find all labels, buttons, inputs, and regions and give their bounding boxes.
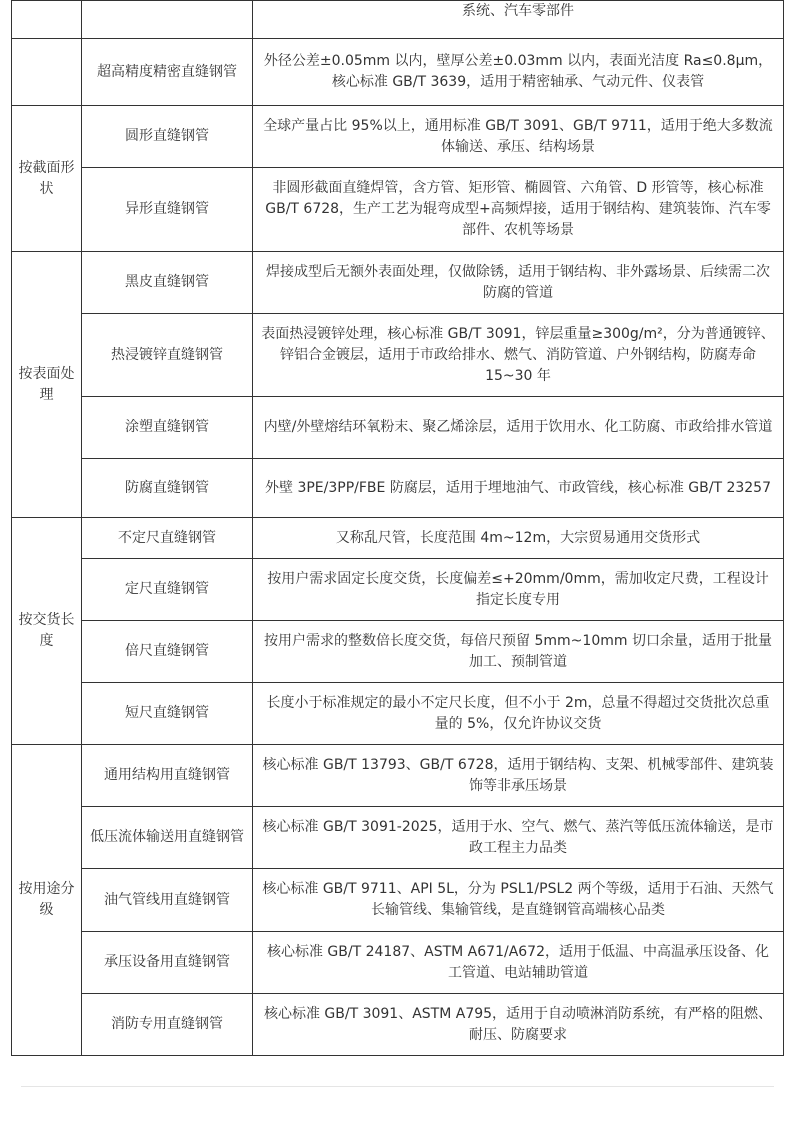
- category-cell: 按截面形状: [12, 106, 82, 252]
- description-cell: [253, 1, 784, 39]
- table-row: [12, 1, 784, 39]
- table-row: [12, 168, 784, 252]
- table-row: [12, 869, 784, 932]
- spec-table: [11, 0, 784, 1056]
- type-name-cell: 定尺直缝钢管: [82, 559, 253, 621]
- table-row: [12, 518, 784, 559]
- table-row: [12, 252, 784, 314]
- description-cell: 核心标准 GB/T 13793、GB/T 6728，适用于钢结构、支架、机械零部件、建筑装饰等非承压场景: [253, 745, 784, 807]
- type-name-cell: 热浸镀锌直缝钢管: [82, 314, 253, 397]
- table-row: [12, 397, 784, 459]
- description-cell: 核心标准 GB/T 9711、API 5L，分为 PSL1/PSL2 两个等级，适用于石油、天然气长输管线、集输管线，是直缝钢管高端核心品类: [253, 869, 784, 932]
- type-name-cell: 倍尺直缝钢管: [82, 621, 253, 683]
- type-name-cell: 涂塑直缝钢管: [82, 397, 253, 459]
- description-cell: 表面热浸镀锌处理，核心标准 GB/T 3091，锌层重量≥300g/m²，分为普通镀锌、锌铝合金镀层，适用于市政给排水、燃气、消防管道、户外钢结构，防腐寿命 15~30 年: [253, 314, 784, 397]
- description-cell: 外壁 3PE/3PP/FBE 防腐层，适用于埋地油气、市政管线，核心标准 GB/T 23257: [253, 459, 784, 518]
- table-row: [12, 807, 784, 869]
- table-row: [12, 459, 784, 518]
- category-cell: 按用途分级: [12, 745, 82, 1056]
- category-cell: 按表面处理: [12, 252, 82, 518]
- type-name-cell: 黑皮直缝钢管: [82, 252, 253, 314]
- description-cell: 核心标准 GB/T 3091、ASTM A795，适用于自动喷淋消防系统，有严格的阻燃、耐压、防腐要求: [253, 994, 784, 1056]
- type-name-cell: 低压流体输送用直缝钢管: [82, 807, 253, 869]
- description-cell: 非圆形截面直缝焊管，含方管、矩形管、椭圆管、六角管、D 形管等，核心标准 GB/T 6728，生产工艺为辊弯成型+高频焊接，适用于钢结构、建筑装饰、汽车零部件、农机等场景: [253, 168, 784, 252]
- description-cell: 又称乱尺管，长度范围 4m~12m，大宗贸易通用交货形式: [253, 518, 784, 559]
- description-cell: 全球产量占比 95%以上，通用标准 GB/T 3091、GB/T 9711，适用于绝大多数流体输送、承压、结构场景: [253, 106, 784, 168]
- type-name-cell: [82, 1, 253, 39]
- type-name-cell: 通用结构用直缝钢管: [82, 745, 253, 807]
- table-row: [12, 314, 784, 397]
- description-cell: 核心标准 GB/T 3091-2025，适用于水、空气、燃气、蒸汽等低压流体输送，是市政工程主力品类: [253, 807, 784, 869]
- description-cell: 焊接成型后无额外表面处理，仅做除锈，适用于钢结构、非外露场景、后续需二次防腐的管道: [253, 252, 784, 314]
- category-cell: [12, 39, 82, 106]
- table-row: [12, 621, 784, 683]
- description-cell: 按用户需求的整数倍长度交货，每倍尺预留 5mm~10mm 切口余量，适用于批量加工、预制管道: [253, 621, 784, 683]
- type-name-cell: 不定尺直缝钢管: [82, 518, 253, 559]
- type-name-cell: 承压设备用直缝钢管: [82, 932, 253, 994]
- type-name-cell: 消防专用直缝钢管: [82, 994, 253, 1056]
- type-name-cell: 异形直缝钢管: [82, 168, 253, 252]
- table-row: [12, 932, 784, 994]
- footer-divider: [21, 1086, 774, 1087]
- type-name-cell: 圆形直缝钢管: [82, 106, 253, 168]
- description-cell: 按用户需求固定长度交货，长度偏差≤+20mm/0mm，需加收定尺费，工程设计指定长度专用: [253, 559, 784, 621]
- type-name-cell: 防腐直缝钢管: [82, 459, 253, 518]
- category-cell: 按交货长度: [12, 518, 82, 745]
- description-cell: 核心标准 GB/T 24187、ASTM A671/A672，适用于低温、中高温承压设备、化工管道、电站辅助管道: [253, 932, 784, 994]
- description-cell: 长度小于标准规定的最小不定尺长度，但不小于 2m，总量不得超过交货批次总重量的 5%，仅允许协议交货: [253, 683, 784, 745]
- table-row: [12, 559, 784, 621]
- type-name-cell: 短尺直缝钢管: [82, 683, 253, 745]
- table-row: [12, 683, 784, 745]
- table-row: [12, 994, 784, 1056]
- description-text: 系统、汽车零部件: [462, 3, 574, 19]
- description-cell: 外径公差±0.05mm 以内，壁厚公差±0.03mm 以内，表面光洁度 Ra≤0.8μm，核心标准 GB/T 3639，适用于精密轴承、气动元件、仪表管: [253, 39, 784, 106]
- type-name-cell: 超高精度精密直缝钢管: [82, 39, 253, 106]
- type-name-cell: 油气管线用直缝钢管: [82, 869, 253, 932]
- table-row: [12, 39, 784, 106]
- table-row: [12, 745, 784, 807]
- category-cell: [12, 1, 82, 39]
- table-row: [12, 106, 784, 168]
- description-cell: 内壁/外壁熔结环氧粉末、聚乙烯涂层，适用于饮用水、化工防腐、市政给排水管道: [253, 397, 784, 459]
